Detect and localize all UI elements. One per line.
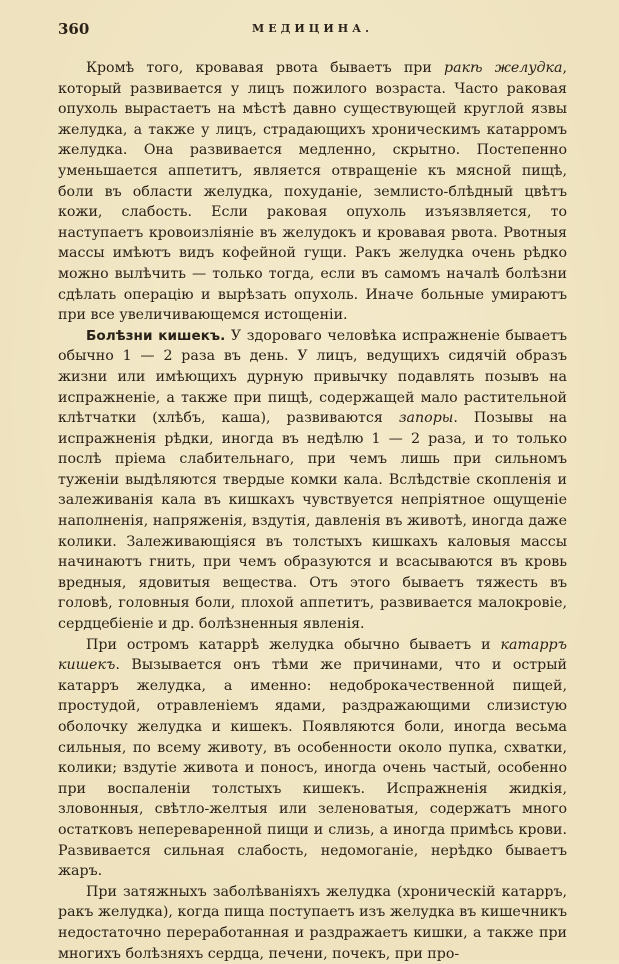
paragraph-intestinal-catarrh — [58, 635, 567, 882]
text-run: , который развивается у лицъ пожилого возраста. Часто раковая опухоль вырастаетъ на мѣстѣ давно существующей круглой язвы желудка, а также у лицъ, страдающихъ хроническимъ катарромъ желудка. Она развивается медленно, скрытно. Постепенно уменьшается аппетитъ, является отвращеніе къ мясной пищѣ, боли въ области желудка, похуданіе, землисто-блѣдный цвѣтъ кожи, слабость. Если раковая опухоль изъязвляется, то наступаетъ кровоизліяніе въ желудокъ и кровавая рвота. Рвотныя массы имѣютъ видъ кофейной гущи. Ракъ желудка очень рѣдко можно вылѣчить — только тогда, если въ самомъ началѣ болѣзни сдѣлать операцію и вырѣзать опухоль. Иначе больные умираютъ при все увеличивающемся истощеніи. — [58, 60, 567, 324]
text-run: Кромѣ того, кровавая рвота бываетъ при — [86, 60, 445, 76]
paragraph-intestinal-diseases — [58, 326, 567, 635]
italic-term-intestinal-catarrh: катарръ кишекъ — [58, 636, 567, 674]
paragraph-stomach-cancer — [58, 58, 567, 326]
body-text — [58, 58, 567, 964]
text-run: . Вызывается онъ тѣми же причинами, что и острый катарръ желудка, а именно: недоброкачественной пищей, простудой, отравленіемъ ядами, раздражающими слизистую оболочку желудка и кишекъ. Появляются боли, иногда весьма сильныя, по всему животу, въ особенности около пупка, схватки, колики; вздутіе живота и поносъ, иногда очень частый, особенно при воспаленіи толстыхъ кишекъ. Испражненія жидкія, зловонныя, свѣтло-желтыя или зеленоватыя, содержатъ много остатковъ непереваренной пищи и слизь, а иногда примѣсь крови. Развивается сильная слабость, недомоганіе, нерѣдко бываетъ жаръ. — [58, 657, 567, 880]
page-number: 360 — [58, 20, 90, 38]
italic-term-stomach-cancer: ракѣ желудка — [444, 60, 563, 76]
text-run: При остромъ катаррѣ желудка обычно бываетъ и — [86, 636, 501, 653]
running-title: МЕДИЦИНА. — [252, 22, 373, 35]
italic-term-constipation: запоры — [398, 410, 454, 427]
section-heading-intestinal-diseases: Болѣзни кишекъ. — [86, 327, 226, 344]
text-run: . Позывы на испражненія рѣдки, иногда въ недѣлю 1 — 2 раза, и то только послѣ пріема слабительнаго, при чемъ лишь при сильномъ туженіи выдѣляются твердые комки кала. Вслѣдствіе скопленія и залеживанія кала въ кишкахъ чувствуется непріятное ощущеніе наполненія, напряженія, вздутія, давленія въ животѣ, иногда даже колики. Залеживающіяся въ толстыхъ кишкахъ каловыя массы начинаютъ гнить, при чемъ образуются и всасываются въ кровь вредныя, ядовитыя вещества. Отъ этого бываетъ тяжесть въ головѣ, головныя боли, плохой аппетитъ, развивается малокровіе, сердцебіеніе и др. болѣзненныя явленія. — [58, 410, 567, 633]
text-run: При затяжныхъ заболѣваніяхъ желудка (хроническій катарръ, ракъ желудка), когда пища поступаетъ изъ желудка въ кишечникъ недостаточно переработанная и раздражаетъ кишки, а также при многихъ болѣзняхъ сердца, печени, почекъ, при про- — [58, 883, 567, 962]
text-run: У здороваго человѣка испражненіе бываетъ обычно 1 — 2 раза въ день. У лицъ, ведущихъ сидячій образъ жизни или имѣющихъ дурную привычку подавлять позывъ на испражненіе, а также при пищѣ, содержащей мало растительной клѣтчатки (хлѣбъ, каша), развиваются — [58, 327, 567, 427]
paragraph-chronic-diseases — [58, 882, 567, 964]
page-header — [58, 20, 567, 42]
